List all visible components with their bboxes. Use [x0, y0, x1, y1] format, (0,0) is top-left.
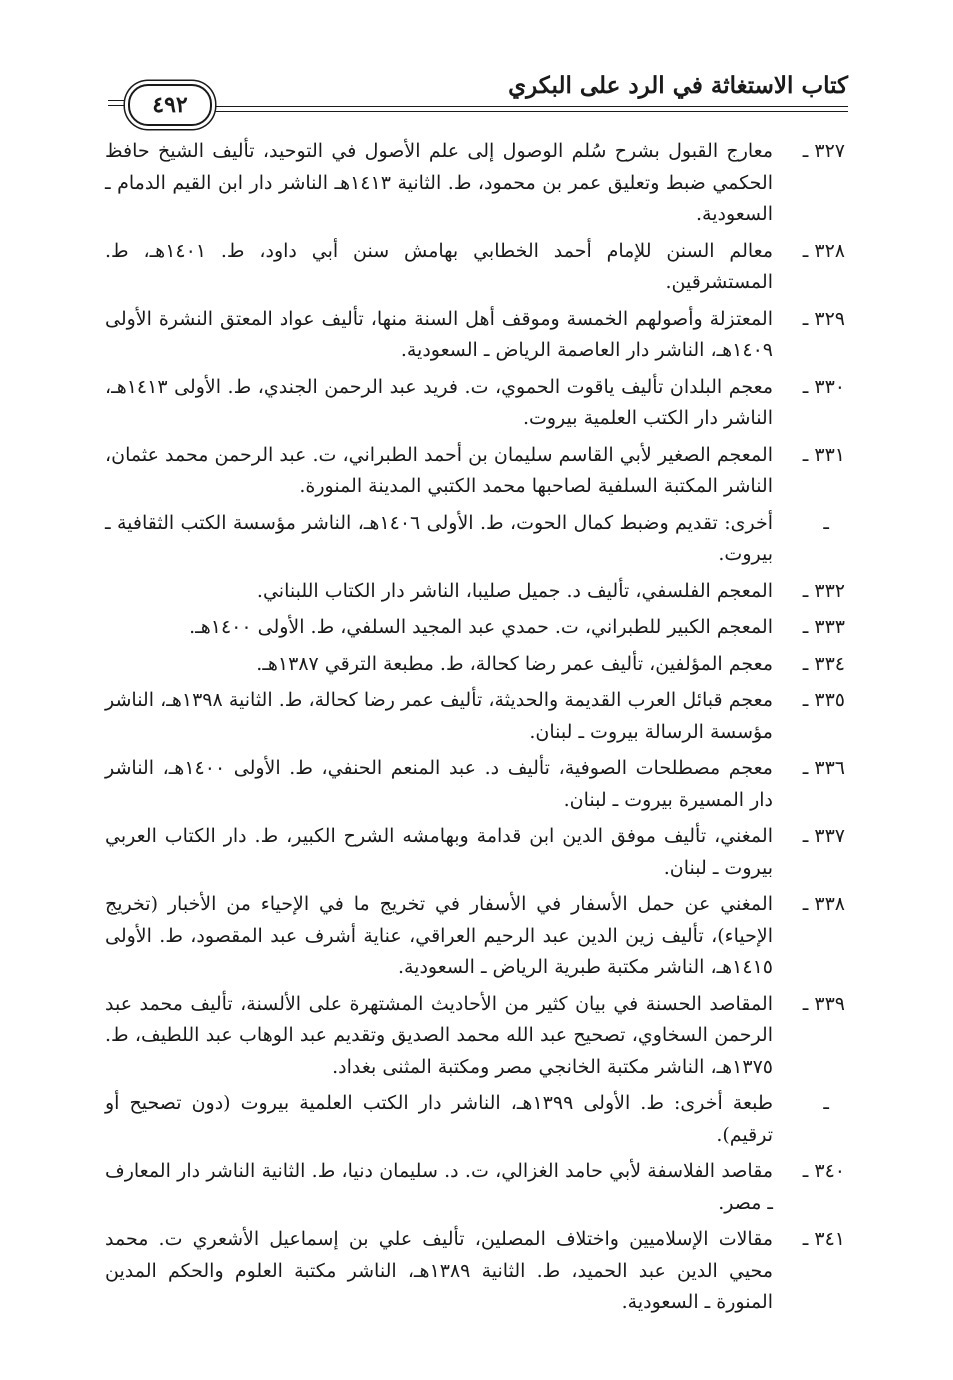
entry-number: ٣٣٤ ـ: [802, 652, 845, 675]
entry-text: المعجم الكبير للطبراني، ت. حمدي عبد المجيد السلفي، ط. الأولى ١٤٠٠هـ.: [189, 616, 773, 638]
entry-text: معجم البلدان تأليف ياقوت الحموي، ت. فريد عبد الرحمن الجندي، ط. الأولى ١٤١٣هـ، الناشر دار الكتب العلمية بيروت.: [105, 375, 773, 429]
bibliography-entry: [105, 136, 845, 231]
entry-number: ٣٣١ ـ: [802, 443, 845, 466]
entry-text: المعجم الفلسفي، تأليف د. جميل صليبا، الناشر دار الكتاب اللبناني.: [256, 579, 773, 602]
bibliography-entry: [105, 821, 845, 884]
bibliography-entry: [105, 576, 845, 608]
entry-number: ٣٢٩ ـ: [802, 307, 845, 330]
entry-text: أخرى: تقديم وضبط كمال الحوت، ط. الأولى ١٤٠٦هـ، الناشر مؤسسة الكتب الثقافية ـ بيروت.: [105, 511, 773, 565]
entry-number: ٣٣٦ ـ: [802, 757, 845, 779]
entry-number: ٣٣٣ ـ: [802, 616, 845, 638]
entry-text: مقالات الإسلاميين واختلاف المصلين، تأليف علي بن إسماعيل الأشعري ت. محمد محيي الدين عبد الحميد، ط. الثانية ١٣٨٩هـ، الناشر مكتبة العلوم والحكم المدين المنورة ـ السعودية.: [105, 1228, 773, 1313]
bibliography-entry: [105, 685, 845, 748]
bibliography-entry: [105, 440, 845, 503]
entry-number: ـ: [823, 511, 829, 534]
entry-number: ٣٣٨ ـ: [802, 893, 845, 915]
entry-text: معجم قبائل العرب القديمة والحديثة، تأليف عمر رضا كحالة، ط. الثانية ١٣٩٨هـ، الناشر مؤسسة الرسالة بيروت ـ لبنان.: [105, 689, 773, 743]
entry-text: المعجم الصغير لأبي القاسم سليمان بن أحمد الطبراني، ت. عبد الرحمن محمد عثمان، الناشر المكتبة السلفية لصاحبها محمد الكتبي المدينة المنورة.: [105, 443, 773, 497]
entry-number: ٣٣٢ ـ: [802, 579, 845, 602]
bibliography-sub-entry: [105, 508, 845, 571]
entry-text: المعتزلة وأصولهم الخمسة وموقف أهل السنة منها، تأليف عواد المعتق النشرة الأولى ١٤٠٩هـ، الناشر دار العاصمة الرياض ـ السعودية.: [105, 307, 773, 361]
entry-number: ٣٣٩ ـ: [802, 992, 845, 1015]
entry-number: ٣٣٠ ـ: [802, 375, 845, 398]
bibliography-entry: [105, 649, 845, 681]
entry-text: طبعة أخرى: ط. الأولى ١٣٩٩هـ، الناشر دار الكتب العلمية بيروت (دون تصحيح أو ترقيم).: [105, 1092, 773, 1146]
bibliography-list: [105, 136, 845, 1324]
bibliography-entry: [105, 612, 845, 644]
entry-text: معارج القبول بشرح سُلم الوصول إلى علم الأصول في التوحيد، تأليف الشيخ حافظ الحكمي ضبط وتعليق عمر بن محمود، ط. الثانية ١٤١٣هـ الناشر دار ابن القيم الدمام ـ السعودية.: [105, 140, 773, 225]
bibliography-entry: [105, 372, 845, 435]
page-header: [108, 72, 848, 134]
entry-text: معالم السنن للإمام أحمد الخطابي بهامش سنن أبي داود، ط. ١٤٠١هـ، ط. المستشرقين.: [105, 239, 773, 293]
entry-number: ـ: [823, 1092, 829, 1114]
header-rule: [184, 111, 848, 112]
entry-number: ٣٢٧ ـ: [802, 140, 845, 162]
bibliography-sub-entry: [105, 1088, 845, 1151]
bibliography-entry: [105, 889, 845, 984]
header-rule: [184, 106, 848, 107]
entry-text: معجم المؤلفين، تأليف عمر رضا كحالة، ط. مطبعة الترقي ١٣٨٧هـ.: [256, 652, 773, 675]
bibliography-entry: [105, 1224, 845, 1319]
entry-number: ٣٣٥ ـ: [802, 689, 845, 711]
bibliography-entry: [105, 753, 845, 816]
page-number-badge: ٤٩٢: [128, 84, 212, 126]
bibliography-entry: [105, 236, 845, 299]
bibliography-entry: [105, 304, 845, 367]
entry-number: ٣٤٠ ـ: [802, 1160, 845, 1182]
entry-number: ٣٢٨ ـ: [802, 239, 845, 262]
header-rule: [108, 105, 128, 106]
header-rule: [108, 100, 128, 101]
entry-text: المقاصد الحسنة في بيان كثير من الأحاديث المشتهرة على الألسنة، تأليف محمد عبد الرحمن السخاوي، تصحيح عبد الله محمد الصديق وتقديم عبد الوهاب عبد اللطيف، ط. ١٣٧٥هـ، الناشر مكتبة الخانجي مصر ومكتبة المثنى بغداد.: [105, 992, 773, 1078]
entry-text: معجم مصطلحات الصوفية، تأليف د. عبد المنعم الحنفي، ط. الأولى ١٤٠٠هـ، الناشر دار المسيرة بيروت ـ لبنان.: [105, 757, 773, 811]
bibliography-entry: [105, 1156, 845, 1219]
entry-number: ٣٤١ ـ: [802, 1228, 845, 1250]
entry-text: المغني عن حمل الأسفار في الأسفار في تخريج ما في الإحياء من الأخبار (تخريج الإحياء)، تأليف زين الدين عبد الرحيم العراقي، عناية أشرف عبد المقصود، ط. الأولى ١٤١٥هـ، الناشر مكتبة طبرية الرياض ـ السعودية.: [105, 893, 773, 978]
entry-number: ٣٣٧ ـ: [802, 825, 845, 847]
bibliography-entry: [105, 989, 845, 1084]
running-title: كتاب الاستغاثة في الرد على البكري: [508, 72, 848, 99]
entry-text: المغني، تأليف موفق الدين ابن قدامة وبهامشه الشرح الكبير، ط. دار الكتاب العربي بيروت ـ لبنان.: [105, 825, 773, 879]
entry-text: مقاصد الفلاسفة لأبي حامد الغزالي، ت. د. سليمان دنيا، ط. الثانية الناشر دار المعارف ـ مصر.: [105, 1160, 773, 1214]
